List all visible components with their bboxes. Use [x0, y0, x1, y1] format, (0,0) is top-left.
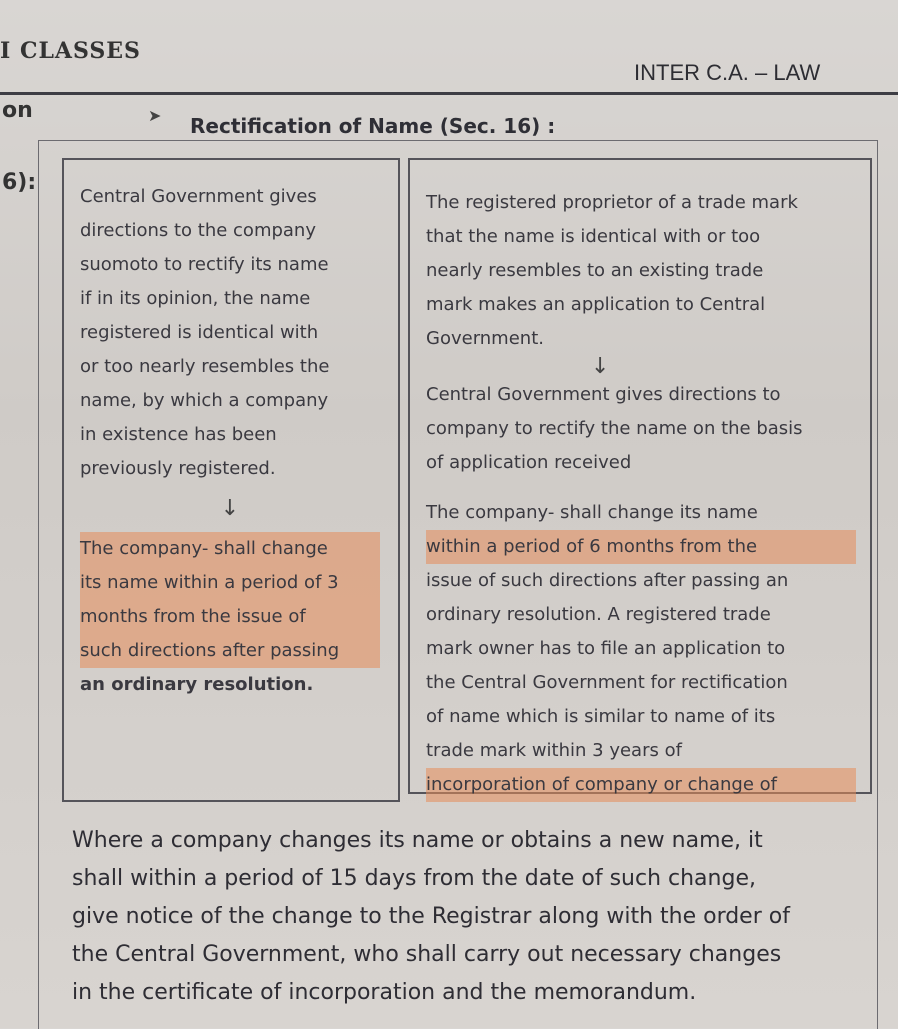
flow-down-arrow-icon: ↓ — [220, 496, 240, 521]
text-line: Government. — [426, 328, 544, 349]
text-line-highlighted: its name within a period of 3 — [80, 566, 380, 600]
text-line: in existence has been — [80, 424, 277, 445]
text-line: give notice of the change to the Registrar along with the order of — [72, 904, 790, 929]
text-line: issue of such directions after passing an — [426, 570, 789, 591]
text-line: the Central Government, who shall carry out necessary changes — [72, 942, 782, 967]
text-line-highlighted: incorporation of company or change of — [426, 768, 856, 802]
text-line: the Central Government for rectification — [426, 672, 788, 693]
text-line: name, by which a company — [80, 390, 329, 411]
left-column — [80, 180, 380, 702]
text-line: Central Government gives directions to — [426, 384, 781, 405]
flow-down-arrow-icon: ↓ — [591, 354, 610, 379]
text-line: registered is identical with — [80, 322, 319, 343]
header-rule — [0, 92, 898, 95]
text-line: suomoto to rectify its name — [80, 254, 329, 275]
section-heading: Rectification of Name (Sec. 16) : — [190, 114, 556, 138]
left-paragraph-2 — [80, 532, 380, 702]
text-line: mark makes an application to Central — [426, 294, 766, 315]
text-line: in the certificate of incorporation and the memorandum. — [72, 980, 697, 1005]
text-line: Where a company changes its name or obtains a new name, it — [72, 828, 763, 853]
text-line-highlighted: such directions after passing — [80, 634, 380, 668]
text-line-highlighted: months from the issue of — [80, 600, 380, 634]
left-paragraph-1 — [80, 180, 380, 486]
text-line: ordinary resolution. A registered trade — [426, 604, 771, 625]
spacer — [426, 480, 856, 496]
text-line: company to rectify the name on the basis — [426, 418, 803, 439]
right-column — [426, 186, 856, 802]
text-line: if in its opinion, the name — [80, 288, 311, 309]
text-line: trade mark within 3 years of — [426, 740, 682, 761]
bullet-arrow-icon: ➤ — [148, 106, 162, 125]
text-line-highlighted: The company- shall change — [80, 532, 380, 566]
text-line-highlighted: within a period of 6 months from the — [426, 530, 856, 564]
text-line: directions to the company — [80, 220, 316, 241]
bottom-paragraph — [72, 822, 872, 1012]
text-line: that the name is identical with or too — [426, 226, 761, 247]
course-title: INTER C.A. – LAW — [634, 60, 821, 85]
margin-text-section: 6): — [2, 170, 37, 195]
text-line: The company- shall change its name — [426, 502, 758, 523]
text-line: nearly resembles to an existing trade — [426, 260, 764, 281]
right-paragraph-1 — [426, 186, 856, 356]
text-line: The registered proprietor of a trade mark — [426, 192, 798, 213]
text-line: mark owner has to file an application to — [426, 638, 786, 659]
text-line: previously registered. — [80, 458, 276, 479]
text-line: or too nearly resembles the — [80, 356, 330, 377]
institute-name: I CLASSES — [0, 38, 141, 64]
text-line: of application received — [426, 452, 632, 473]
text-line: an ordinary resolution. — [80, 674, 314, 695]
text-line: Central Government gives — [80, 186, 317, 207]
right-paragraph-2 — [426, 378, 856, 480]
margin-text-on: on — [2, 98, 33, 123]
right-paragraph-3 — [426, 496, 856, 802]
text-line: of name which is similar to name of its — [426, 706, 776, 727]
text-line: shall within a period of 15 days from the date of such change, — [72, 866, 756, 891]
